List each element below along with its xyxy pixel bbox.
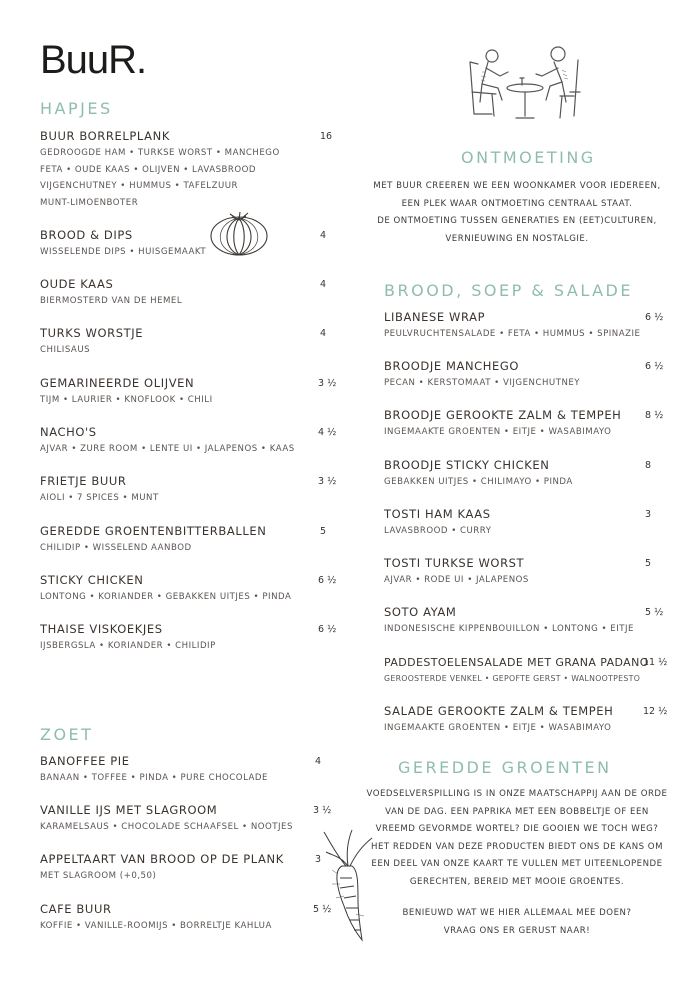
item-name: BROODJE STICKY CHICKEN bbox=[384, 458, 550, 472]
menu-item bbox=[384, 655, 649, 688]
item-price: 4 bbox=[315, 756, 322, 767]
item-price: 5 ½ bbox=[313, 904, 332, 915]
item-desc: GEDROOGDE HAM • TURKSE WORST • MANCHEGO FETA • OUDE KAAS • OLIJVEN • LAVASBROOD VIJGENCHUTNEY • HUMMUS • TAFELZUUR MUNT-LIMOENBOTER bbox=[40, 148, 280, 208]
item-desc: WISSELENDE DIPS • HUISGEMAAKT bbox=[40, 247, 207, 257]
item-name: SALADE GEROOKTE ZALM & TEMPEH bbox=[384, 704, 614, 718]
item-desc: AJVAR • RODE UI • JALAPENOS bbox=[384, 575, 529, 585]
item-name: BROODJE GEROOKTE ZALM & TEMPEH bbox=[384, 408, 622, 422]
menu-item bbox=[40, 474, 159, 507]
item-desc: GEBAKKEN UITJES • CHILIMAYO • PINDA bbox=[384, 477, 573, 487]
brand-logo: BuuR. bbox=[40, 38, 147, 82]
item-price: 12 ½ bbox=[643, 706, 668, 717]
ontmoeting-text: MET BUUR CREEREN WE EEN WOONKAMER VOOR IEDEREEN, EEN PLEK WAAR ONTMOETING CENTRAAL STAAT. DE ONTMOETING TUSSEN GENERATIES EN (EET)CULTUREN, VERNIEUWING EN NOSTALGIE. bbox=[373, 181, 661, 244]
item-price: 11 ½ bbox=[643, 657, 668, 668]
item-price: 8 ½ bbox=[645, 410, 664, 421]
menu-item bbox=[384, 605, 634, 638]
item-price: 6 ½ bbox=[645, 312, 664, 323]
item-name: TURKS WORSTJE bbox=[40, 326, 144, 340]
item-name: TOSTI TURKSE WORST bbox=[384, 556, 525, 570]
menu-item bbox=[40, 573, 291, 606]
groenten-text: VOEDSELVERSPILLING IS IN ONZE MAATSCHAPPIJ AAN DE ORDE VAN DE DAG. EEN PAPRIKA MET EEN BOBBELTJE OF EEN VREEMD GEVORMDE WORTEL? DIE GOOIEN WE TOCH WEG? HET REDDEN VAN DEZE PRODUCTEN BIEDT ONS DE KANS OM EEN DEEL VAN ONZE KAART TE VULLEN MET UITEENLOPENDE GERECHTEN, BEREID MET MOOIE GROENTES. BENIEUWD WAT WE HIER ALLEMAAL MEE DOEN? VRAAG ONS ER GERUST NAAR! bbox=[366, 789, 668, 936]
item-name: APPELTAART VAN BROOD OP DE PLANK bbox=[40, 852, 284, 866]
menu-item bbox=[40, 326, 143, 359]
menu-item bbox=[384, 408, 621, 441]
item-desc: PECAN • KERSTOMAAT • VIJGENCHUTNEY bbox=[384, 378, 581, 388]
item-name: SOTO AYAM bbox=[384, 605, 457, 619]
carrot-sketch-icon bbox=[318, 826, 380, 944]
item-desc: IJSBERGSLA • KORIANDER • CHILIDIP bbox=[40, 641, 216, 651]
item-name: NACHO'S bbox=[40, 425, 97, 439]
item-desc: CHILISAUS bbox=[40, 345, 91, 355]
item-desc: PEULVRUCHTENSALADE • FETA • HUMMUS • SPINAZIE bbox=[384, 329, 641, 339]
menu-item bbox=[384, 458, 573, 491]
item-price: 5 bbox=[645, 558, 652, 569]
item-desc: LAVASBROOD • CURRY bbox=[384, 526, 492, 536]
item-desc: GEROOSTERDE VENKEL • GEPOFTE GERST • WALNOOTPESTO bbox=[384, 674, 641, 683]
item-desc: INGEMAAKTE GROENTEN • EITJE • WASABIMAYO bbox=[384, 427, 612, 437]
tomato-sketch-icon bbox=[206, 208, 272, 258]
item-name: BROODJE MANCHEGO bbox=[384, 359, 520, 373]
item-desc: AJVAR • ZURE ROOM • LENTE UI • JALAPENOS • KAAS bbox=[40, 444, 295, 454]
item-name: TOSTI HAM KAAS bbox=[384, 507, 491, 521]
item-desc: MET SLAGROOM (+0,50) bbox=[40, 871, 157, 881]
menu-item bbox=[384, 507, 491, 540]
menu-item bbox=[40, 902, 272, 935]
menu-item bbox=[40, 425, 295, 458]
menu-item bbox=[40, 803, 293, 836]
people-at-table-sketch-icon bbox=[462, 42, 588, 122]
item-desc: CHILIDIP • WISSELEND AANBOD bbox=[40, 543, 192, 553]
item-price: 8 bbox=[645, 460, 652, 471]
item-desc: BIERMOSTERD VAN DE HEMEL bbox=[40, 296, 183, 306]
item-price: 5 ½ bbox=[645, 607, 664, 618]
item-price: 6 ½ bbox=[645, 361, 664, 372]
menu-item bbox=[40, 852, 284, 885]
item-name: GEMARINEERDE OLIJVEN bbox=[40, 376, 195, 390]
item-name: OUDE KAAS bbox=[40, 277, 114, 291]
item-desc: INGEMAAKTE GROENTEN • EITJE • WASABIMAYO bbox=[384, 723, 612, 733]
menu-item bbox=[40, 277, 182, 310]
item-name: BROOD & DIPS bbox=[40, 228, 133, 242]
section-title-brood-soep-salade: BROOD, SOEP & SALADE bbox=[384, 281, 633, 300]
section-title-ontmoeting: ONTMOETING bbox=[461, 148, 596, 167]
item-name: VANILLE IJS MET SLAGROOM bbox=[40, 803, 218, 817]
item-desc: AIOLI • 7 SPICES • MUNT bbox=[40, 493, 159, 503]
item-price: 3 ½ bbox=[318, 378, 337, 389]
menu-item bbox=[384, 704, 613, 737]
item-desc: KOFFIE • VANILLE-ROOMIJS • BORRELTJE KAHLUA bbox=[40, 921, 272, 931]
menu-item bbox=[384, 310, 640, 343]
item-price: 5 bbox=[320, 526, 327, 537]
item-desc: TIJM • LAURIER • KNOFLOOK • CHILI bbox=[40, 395, 213, 405]
item-desc: BANAAN • TOFFEE • PINDA • PURE CHOCOLADE bbox=[40, 773, 268, 783]
menu-item bbox=[40, 376, 213, 409]
item-price: 3 ½ bbox=[313, 805, 332, 816]
item-price: 4 ½ bbox=[318, 427, 337, 438]
item-name: BUUR BORRELPLANK bbox=[40, 129, 170, 143]
menu-item bbox=[40, 228, 206, 261]
item-name: PADDESTOELENSALADE MET GRANA PADANO bbox=[384, 656, 649, 669]
item-desc: LONTONG • KORIANDER • GEBAKKEN UITJES • PINDA bbox=[40, 592, 292, 602]
menu-item bbox=[384, 359, 580, 392]
item-name: GEREDDE GROENTENBITTERBALLEN bbox=[40, 524, 267, 538]
item-price: 16 bbox=[320, 131, 333, 142]
item-name: FRIETJE BUUR bbox=[40, 474, 127, 488]
item-price: 6 ½ bbox=[318, 624, 337, 635]
menu-item bbox=[40, 754, 268, 787]
menu-item bbox=[40, 129, 280, 211]
section-title-hapjes: HAPJES bbox=[40, 99, 113, 118]
item-price: 4 bbox=[320, 230, 327, 241]
item-price: 3 bbox=[645, 509, 652, 520]
section-title-geredde-groenten: GEREDDE GROENTEN bbox=[398, 758, 612, 777]
item-price: 3 bbox=[315, 854, 322, 865]
section-title-zoet: ZOET bbox=[40, 725, 94, 744]
menu-item bbox=[384, 556, 529, 589]
item-price: 4 bbox=[320, 328, 327, 339]
item-price: 3 ½ bbox=[318, 476, 337, 487]
item-desc: INDONESISCHE KIPPENBOUILLON • LONTONG • EITJE bbox=[384, 624, 634, 634]
item-price: 4 bbox=[320, 279, 327, 290]
menu-item bbox=[40, 524, 266, 557]
item-desc: KARAMELSAUS • CHOCOLADE SCHAAFSEL • NOOTJES bbox=[40, 822, 293, 832]
item-name: CAFE BUUR bbox=[40, 902, 112, 916]
menu-item bbox=[40, 622, 216, 655]
item-name: THAISE VISKOEKJES bbox=[40, 622, 163, 636]
item-price: 6 ½ bbox=[318, 575, 337, 586]
item-name: LIBANESE WRAP bbox=[384, 310, 486, 324]
item-name: BANOFFEE PIE bbox=[40, 754, 130, 768]
item-name: STICKY CHICKEN bbox=[40, 573, 144, 587]
